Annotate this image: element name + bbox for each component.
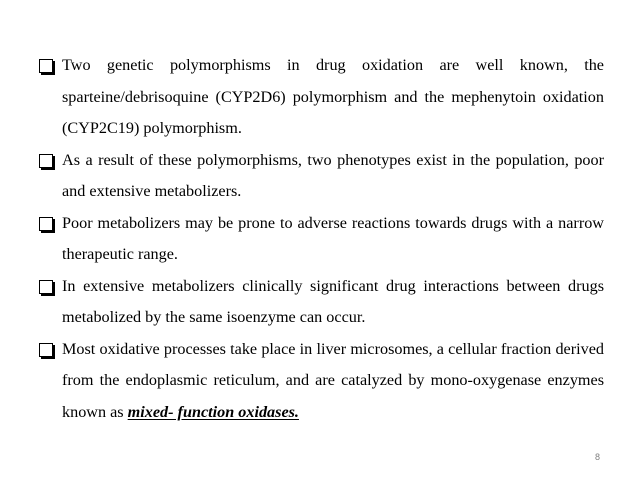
checkbox-square-icon: [39, 280, 53, 294]
bullet-text: As a result of these polymorphisms, two phenotypes exist in the population, poor and extensive metabolizers.: [62, 150, 604, 200]
bullet-text: In extensive metabolizers clinically significant drug interactions between drugs metabolized by the same isoenzyme can occur.: [62, 276, 604, 326]
bullet-item: [36, 208, 604, 271]
checkbox-square-icon: [39, 59, 53, 73]
bullet-item: [36, 145, 604, 208]
bullet-item: [36, 50, 604, 145]
bullet-list: [36, 50, 604, 428]
checkbox-square-icon: [39, 154, 53, 168]
checkbox-square-icon: [39, 217, 53, 231]
bullet-item: [36, 334, 604, 429]
bullet-text: Two genetic polymorphisms in drug oxidation are well known, the sparteine/debrisoquine (CYP2D6) polymorphism and the mephenytoin oxidation (CYP2C19) polymorphism.: [62, 56, 604, 137]
checkbox-square-icon: [39, 343, 53, 357]
emphasized-term: mixed- function oxidases.: [127, 402, 299, 421]
bullet-text: Poor metabolizers may be prone to adverse reactions towards drugs with a narrow therapeutic range.: [62, 213, 604, 263]
bullet-text: Most oxidative processes take place in liver microsomes, a cellular fraction derived from the endoplasmic reticulum, and are catalyzed by mono-oxygenase enzymes known as: [62, 339, 604, 421]
page-number: 8: [594, 452, 600, 462]
bullet-item: [36, 271, 604, 334]
